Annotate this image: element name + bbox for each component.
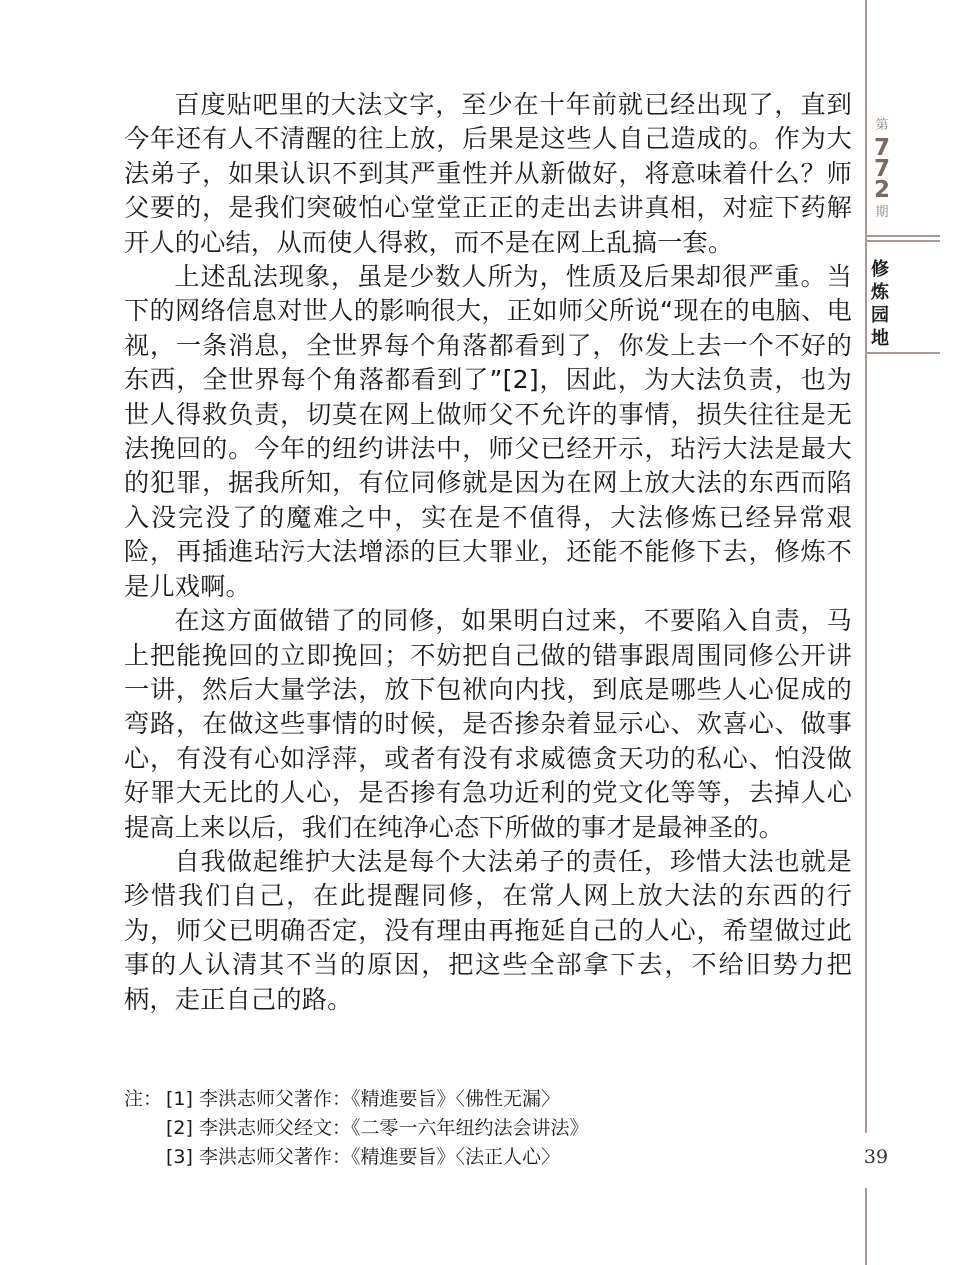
sidebar-rule (867, 235, 940, 237)
issue-suffix: 期 (875, 205, 889, 220)
article-body (124, 88, 852, 1017)
issue-digit: 7 (873, 156, 890, 182)
footnote-row (124, 1114, 824, 1143)
issue-label (867, 118, 897, 221)
section-char: 地 (871, 328, 889, 349)
page-number: 39 (863, 1146, 889, 1168)
paragraph-1: 百度贴吧里的大法文字，至少在十年前就已经出现了，直到今年还有人不清醒的往上放，后果是这些人自己造成的。作为大法弟子，如果认识不到其严重性并从新做好，将意味着什么？师父要的，是我们突破怕心堂堂正正的走出去讲真相，对症下药解开人的心结，从而使人得救，而不是在网上乱搞一套。 (124, 90, 852, 257)
issue-prefix: 第 (875, 118, 889, 133)
issue-digit: 7 (873, 135, 890, 161)
footnote-2: [2] 李洪志师父经文：《二零一六年纽约法会讲法》 (166, 1117, 589, 1139)
sidebar-rule (867, 240, 940, 242)
paragraph-2: 上述乱法现象，虽是少数人所为，性质及后果却很严重。当下的网络信息对世人的影响很大，正如师父所说“现在的电脑、电视，一条消息，全世界每个角落都看到了，你发上去一个不好的东西，全世界每个角落都看到了”[2]，因此，为大法负责，也为世人得救负责，切莫在网上做师父不允许的事情，损失往往是无法挽回的。今年的纽约讲法中，师父已经开示，玷污大法是最大的犯罪，据我所知，有位同修就是因为在网上放大法的东西而陷入没完没了的魔难之中，实在是不值得，大法修炼已经异常艰险，再插進玷污大法增添的巨大罪业，还能不能修下去，修炼不是儿戏啊。 (124, 262, 852, 601)
paragraph-4: 自我做起维护大法是每个大法弟子的责任，珍惜大法也就是珍惜我们自己，在此提醒同修，在常人网上放大法的东西的行为，师父已明确否定，没有理由再拖延自己的人心，希望做过此事的人认清其不当的原因，把这些全部拿下去，不给旧势力把柄，走正自己的路。 (124, 846, 852, 1014)
issue-digit: 2 (873, 177, 890, 203)
footnote-prefix: 注： (124, 1088, 163, 1110)
section-char: 炼 (871, 282, 889, 303)
footnote-3: [3] 李洪志师父著作：《精進要旨》〈法正人心〉 (166, 1146, 560, 1168)
footnotes (124, 1085, 824, 1172)
footnote-row (124, 1085, 824, 1114)
section-title (867, 258, 893, 350)
sidebar-vertical-line-bottom (865, 1188, 867, 1265)
footnote-1: [1] 李洪志师父著作：《精進要旨》〈佛性无漏〉 (166, 1088, 560, 1110)
sidebar-rule (867, 352, 940, 354)
section-char: 修 (871, 259, 889, 280)
section-char: 园 (871, 305, 889, 326)
paragraph-3: 在这方面做错了的同修，如果明白过来，不要陷入自责，马上把能挽回的立即挽回；不妨把自己做的错事跟周围同修公开讲一讲，然后大量学法，放下包袱向内找，到底是哪些人心促成的弯路，在做这些事情的时候，是否掺杂着显示心、欢喜心、做事心，有没有心如浮萍，或者有没有求威德贪天功的私心、怕没做好罪大无比的人心，是否掺有急功近利的党文化等等，去掉人心提高上来以后，我们在纯净心态下所做的事才是最神圣的。 (124, 606, 852, 842)
footnote-row (124, 1143, 824, 1172)
